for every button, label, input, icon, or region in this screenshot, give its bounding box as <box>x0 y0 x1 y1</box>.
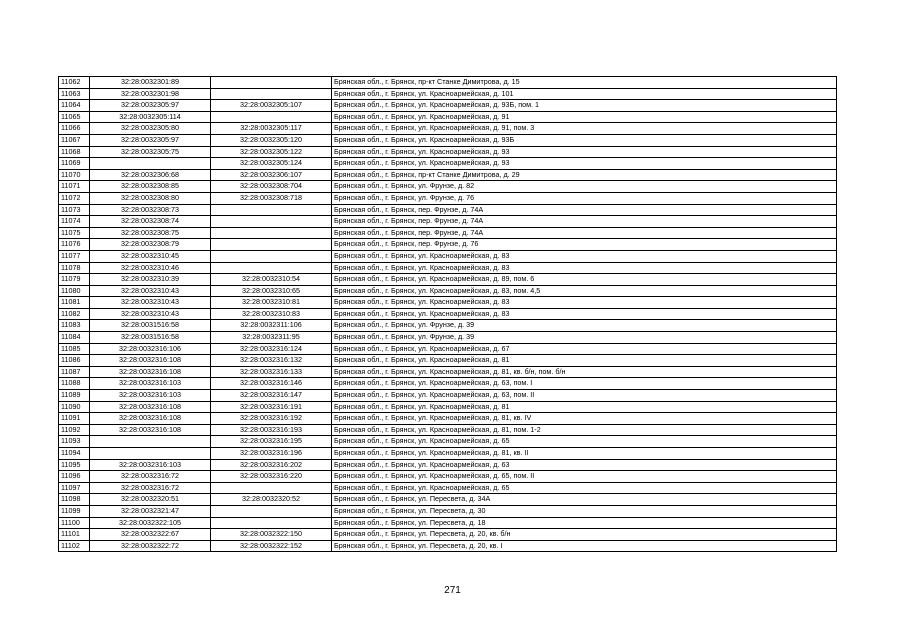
row-number-cell: 11065 <box>59 111 90 123</box>
table-row <box>59 482 837 494</box>
table-row <box>59 169 837 181</box>
address-cell: Брянская обл., г. Брянск, ул. Красноармейская, д. 81 <box>332 355 837 367</box>
table-row <box>59 146 837 158</box>
land-cadastral-number-cell: 32:28:0032310:46 <box>90 262 211 274</box>
object-cadastral-number-cell: 32:28:0032305:122 <box>211 146 332 158</box>
object-cadastral-number-cell: 32:28:0032316:132 <box>211 355 332 367</box>
address-cell: Брянская обл., г. Брянск, ул. Красноармейская, д. 65 <box>332 482 837 494</box>
object-cadastral-number-cell: 32:28:0032306:107 <box>211 169 332 181</box>
address-cell: Брянская обл., г. Брянск, ул. Красноармейская, д. 63 <box>332 459 837 471</box>
table-row <box>59 413 837 425</box>
address-cell: Брянская обл., г. Брянск, ул. Красноармейская, д. 63, пом. I <box>332 378 837 390</box>
table-row <box>59 134 837 146</box>
address-cell: Брянская обл., г. Брянск, пер. Фрунзе, д. 74А <box>332 227 837 239</box>
row-number-cell: 11083 <box>59 320 90 332</box>
object-cadastral-number-cell: 32:28:0032316:196 <box>211 448 332 460</box>
land-cadastral-number-cell: 32:28:0032308:75 <box>90 227 211 239</box>
land-cadastral-number-cell <box>90 158 211 170</box>
row-number-cell: 11100 <box>59 517 90 529</box>
row-number-cell: 11074 <box>59 216 90 228</box>
row-number-cell: 11097 <box>59 482 90 494</box>
land-cadastral-number-cell: 32:28:0032322:72 <box>90 540 211 552</box>
table-row <box>59 540 837 552</box>
object-cadastral-number-cell: 32:28:0032316:192 <box>211 413 332 425</box>
row-number-cell: 11095 <box>59 459 90 471</box>
land-cadastral-number-cell: 32:28:0032316:108 <box>90 401 211 413</box>
object-cadastral-number-cell: 32:28:0032320:52 <box>211 494 332 506</box>
land-cadastral-number-cell: 32:28:0032316:108 <box>90 424 211 436</box>
row-number-cell: 11093 <box>59 436 90 448</box>
land-cadastral-number-cell: 32:28:0032316:108 <box>90 366 211 378</box>
object-cadastral-number-cell <box>211 262 332 274</box>
table-row <box>59 274 837 286</box>
address-cell: Брянская обл., г. Брянск, ул. Красноармейская, д. 81, кв. II <box>332 448 837 460</box>
table-row <box>59 100 837 112</box>
table-row <box>59 366 837 378</box>
land-cadastral-number-cell: 32:28:0032308:73 <box>90 204 211 216</box>
land-cadastral-number-cell: 32:28:0032305:75 <box>90 146 211 158</box>
land-cadastral-number-cell: 32:28:0032316:103 <box>90 459 211 471</box>
table-row <box>59 448 837 460</box>
row-number-cell: 11101 <box>59 529 90 541</box>
land-cadastral-number-cell: 32:28:0032316:72 <box>90 482 211 494</box>
land-cadastral-number-cell: 32:28:0032301:89 <box>90 77 211 89</box>
object-cadastral-number-cell: 32:28:0032316:202 <box>211 459 332 471</box>
object-cadastral-number-cell <box>211 239 332 251</box>
table-row <box>59 471 837 483</box>
land-cadastral-number-cell: 32:28:0032310:39 <box>90 274 211 286</box>
table-row <box>59 424 837 436</box>
object-cadastral-number-cell <box>211 482 332 494</box>
table-row <box>59 216 837 228</box>
object-cadastral-number-cell <box>211 250 332 262</box>
land-cadastral-number-cell: 32:28:0031516:58 <box>90 332 211 344</box>
address-cell: Брянская обл., г. Брянск, пер. Фрунзе, д. 74А <box>332 216 837 228</box>
object-cadastral-number-cell <box>211 204 332 216</box>
object-cadastral-number-cell: 32:28:0032310:81 <box>211 297 332 309</box>
address-cell: Брянская обл., г. Брянск, ул. Красноармейская, д. 81, кв. б/н, пом. б/н <box>332 366 837 378</box>
address-cell: Брянская обл., г. Брянск, ул. Фрунзе, д. 39 <box>332 332 837 344</box>
row-number-cell: 11089 <box>59 390 90 402</box>
row-number-cell: 11092 <box>59 424 90 436</box>
object-cadastral-number-cell: 32:28:0032310:65 <box>211 285 332 297</box>
address-cell: Брянская обл., г. Брянск, ул. Фрунзе, д. 39 <box>332 320 837 332</box>
address-cell: Брянская обл., г. Брянск, ул. Красноармейская, д. 83 <box>332 308 837 320</box>
table-row <box>59 529 837 541</box>
table-row <box>59 459 837 471</box>
object-cadastral-number-cell: 32:28:0032316:124 <box>211 343 332 355</box>
table-row <box>59 158 837 170</box>
table-row <box>59 505 837 517</box>
address-cell: Брянская обл., г. Брянск, ул. Красноармейская, д. 83 <box>332 250 837 262</box>
registry-table-body <box>59 77 837 552</box>
row-number-cell: 11068 <box>59 146 90 158</box>
object-cadastral-number-cell: 32:28:0032316:146 <box>211 378 332 390</box>
land-cadastral-number-cell: 32:28:0032316:108 <box>90 413 211 425</box>
address-cell: Брянская обл., г. Брянск, пр-кт Станке Димитрова, д. 15 <box>332 77 837 89</box>
address-cell: Брянская обл., г. Брянск, ул. Красноармейская, д. 93Б, пом. 1 <box>332 100 837 112</box>
object-cadastral-number-cell: 32:28:0032308:718 <box>211 192 332 204</box>
address-cell: Брянская обл., г. Брянск, ул. Красноармейская, д. 83, пом. 4,5 <box>332 285 837 297</box>
address-cell: Брянская обл., г. Брянск, пр-кт Станке Димитрова, д. 29 <box>332 169 837 181</box>
object-cadastral-number-cell: 32:28:0032305:124 <box>211 158 332 170</box>
table-row <box>59 517 837 529</box>
row-number-cell: 11098 <box>59 494 90 506</box>
row-number-cell: 11075 <box>59 227 90 239</box>
address-cell: Брянская обл., г. Брянск, ул. Красноармейская, д. 91 <box>332 111 837 123</box>
address-cell: Брянская обл., г. Брянск, ул. Красноармейская, д. 67 <box>332 343 837 355</box>
land-cadastral-number-cell: 32:28:0032316:103 <box>90 378 211 390</box>
object-cadastral-number-cell: 32:28:0032311:106 <box>211 320 332 332</box>
row-number-cell: 11085 <box>59 343 90 355</box>
table-row <box>59 343 837 355</box>
table-row <box>59 250 837 262</box>
land-cadastral-number-cell: 32:28:0032306:68 <box>90 169 211 181</box>
table-row <box>59 355 837 367</box>
object-cadastral-number-cell: 32:28:0032316:191 <box>211 401 332 413</box>
address-cell: Брянская обл., г. Брянск, ул. Красноармейская, д. 83 <box>332 297 837 309</box>
row-number-cell: 11099 <box>59 505 90 517</box>
object-cadastral-number-cell <box>211 216 332 228</box>
object-cadastral-number-cell <box>211 517 332 529</box>
table-row <box>59 436 837 448</box>
land-cadastral-number-cell: 32:28:0032316:106 <box>90 343 211 355</box>
address-cell: Брянская обл., г. Брянск, ул. Красноармейская, д. 65 <box>332 436 837 448</box>
address-cell: Брянская обл., г. Брянск, ул. Фрунзе, д. 76 <box>332 192 837 204</box>
table-row <box>59 401 837 413</box>
address-cell: Брянская обл., г. Брянск, ул. Пересвета, д. 20, кв. I <box>332 540 837 552</box>
table-row <box>59 494 837 506</box>
row-number-cell: 11064 <box>59 100 90 112</box>
address-cell: Брянская обл., г. Брянск, ул. Красноармейская, д. 91, пом. 3 <box>332 123 837 135</box>
row-number-cell: 11091 <box>59 413 90 425</box>
row-number-cell: 11087 <box>59 366 90 378</box>
row-number-cell: 11102 <box>59 540 90 552</box>
object-cadastral-number-cell: 32:28:0032316:147 <box>211 390 332 402</box>
row-number-cell: 11082 <box>59 308 90 320</box>
address-cell: Брянская обл., г. Брянск, ул. Красноармейская, д. 65, пом. II <box>332 471 837 483</box>
land-cadastral-number-cell <box>90 436 211 448</box>
address-cell: Брянская обл., г. Брянск, ул. Фрунзе, д. 82 <box>332 181 837 193</box>
object-cadastral-number-cell: 32:28:0032316:195 <box>211 436 332 448</box>
object-cadastral-number-cell: 32:28:0032310:54 <box>211 274 332 286</box>
object-cadastral-number-cell <box>211 505 332 517</box>
table-row <box>59 123 837 135</box>
address-cell: Брянская обл., г. Брянск, пер. Фрунзе, д. 76 <box>332 239 837 251</box>
table-row <box>59 111 837 123</box>
object-cadastral-number-cell <box>211 111 332 123</box>
land-cadastral-number-cell: 32:28:0032310:45 <box>90 250 211 262</box>
row-number-cell: 11076 <box>59 239 90 251</box>
table-row <box>59 332 837 344</box>
object-cadastral-number-cell: 32:28:0032305:107 <box>211 100 332 112</box>
row-number-cell: 11063 <box>59 88 90 100</box>
address-cell: Брянская обл., г. Брянск, ул. Красноармейская, д. 93 <box>332 146 837 158</box>
address-cell: Брянская обл., г. Брянск, ул. Красноармейская, д. 63, пом. II <box>332 390 837 402</box>
table-row <box>59 88 837 100</box>
row-number-cell: 11077 <box>59 250 90 262</box>
row-number-cell: 11088 <box>59 378 90 390</box>
table-row <box>59 390 837 402</box>
row-number-cell: 11094 <box>59 448 90 460</box>
land-cadastral-number-cell: 32:28:0032308:85 <box>90 181 211 193</box>
row-number-cell: 11080 <box>59 285 90 297</box>
page-number: 271 <box>444 585 461 596</box>
land-cadastral-number-cell: 32:28:0032308:80 <box>90 192 211 204</box>
object-cadastral-number-cell: 32:28:0032305:120 <box>211 134 332 146</box>
object-cadastral-number-cell: 32:28:0032311:95 <box>211 332 332 344</box>
land-cadastral-number-cell <box>90 448 211 460</box>
address-cell: Брянская обл., г. Брянск, ул. Красноармейская, д. 81 <box>332 401 837 413</box>
object-cadastral-number-cell: 32:28:0032322:150 <box>211 529 332 541</box>
land-cadastral-number-cell: 32:28:0032316:72 <box>90 471 211 483</box>
address-cell: Брянская обл., г. Брянск, ул. Пересвета, д. 18 <box>332 517 837 529</box>
row-number-cell: 11078 <box>59 262 90 274</box>
address-cell: Брянская обл., г. Брянск, ул. Красноармейская, д. 83 <box>332 262 837 274</box>
object-cadastral-number-cell <box>211 227 332 239</box>
address-cell: Брянская обл., г. Брянск, ул. Красноармейская, д. 81, пом. 1-2 <box>332 424 837 436</box>
object-cadastral-number-cell: 32:28:0032316:193 <box>211 424 332 436</box>
object-cadastral-number-cell: 32:28:0032308:704 <box>211 181 332 193</box>
table-row <box>59 239 837 251</box>
table-row <box>59 297 837 309</box>
land-cadastral-number-cell: 32:28:0032310:43 <box>90 297 211 309</box>
land-cadastral-number-cell: 32:28:0032322:67 <box>90 529 211 541</box>
row-number-cell: 11084 <box>59 332 90 344</box>
row-number-cell: 11072 <box>59 192 90 204</box>
land-cadastral-number-cell: 32:28:0032305:80 <box>90 123 211 135</box>
row-number-cell: 11069 <box>59 158 90 170</box>
land-cadastral-number-cell: 32:28:0032305:114 <box>90 111 211 123</box>
address-cell: Брянская обл., г. Брянск, ул. Красноармейская, д. 81, кв. IV <box>332 413 837 425</box>
land-cadastral-number-cell: 32:28:0032321:47 <box>90 505 211 517</box>
land-cadastral-number-cell: 32:28:0032301:98 <box>90 88 211 100</box>
table-row <box>59 320 837 332</box>
registry-table <box>58 76 837 552</box>
object-cadastral-number-cell: 32:28:0032305:117 <box>211 123 332 135</box>
table-row <box>59 77 837 89</box>
table-row <box>59 192 837 204</box>
address-cell: Брянская обл., г. Брянск, ул. Красноармейская, д. 89, пом. 6 <box>332 274 837 286</box>
object-cadastral-number-cell: 32:28:0032322:152 <box>211 540 332 552</box>
table-row <box>59 181 837 193</box>
object-cadastral-number-cell: 32:28:0032316:133 <box>211 366 332 378</box>
object-cadastral-number-cell: 32:28:0032316:220 <box>211 471 332 483</box>
row-number-cell: 11090 <box>59 401 90 413</box>
land-cadastral-number-cell: 32:28:0032308:74 <box>90 216 211 228</box>
land-cadastral-number-cell: 32:28:0032308:79 <box>90 239 211 251</box>
row-number-cell: 11079 <box>59 274 90 286</box>
row-number-cell: 11071 <box>59 181 90 193</box>
object-cadastral-number-cell <box>211 77 332 89</box>
land-cadastral-number-cell: 32:28:0032316:103 <box>90 390 211 402</box>
object-cadastral-number-cell: 32:28:0032310:83 <box>211 308 332 320</box>
table-row <box>59 262 837 274</box>
address-cell: Брянская обл., г. Брянск, пер. Фрунзе, д. 74А <box>332 204 837 216</box>
address-cell: Брянская обл., г. Брянск, ул. Красноармейская, д. 93 <box>332 158 837 170</box>
table-row <box>59 308 837 320</box>
land-cadastral-number-cell: 32:28:0032305:97 <box>90 100 211 112</box>
address-cell: Брянская обл., г. Брянск, ул. Пересвета, д. 20, кв. б/н <box>332 529 837 541</box>
object-cadastral-number-cell <box>211 88 332 100</box>
land-cadastral-number-cell: 32:28:0032310:43 <box>90 308 211 320</box>
table-row <box>59 285 837 297</box>
address-cell: Брянская обл., г. Брянск, ул. Красноармейская, д. 93Б <box>332 134 837 146</box>
address-cell: Брянская обл., г. Брянск, ул. Пересвета, д. 30 <box>332 505 837 517</box>
row-number-cell: 11070 <box>59 169 90 181</box>
land-cadastral-number-cell: 32:28:0032320:51 <box>90 494 211 506</box>
land-cadastral-number-cell: 32:28:0032310:43 <box>90 285 211 297</box>
row-number-cell: 11066 <box>59 123 90 135</box>
row-number-cell: 11067 <box>59 134 90 146</box>
row-number-cell: 11096 <box>59 471 90 483</box>
land-cadastral-number-cell: 32:28:0032305:97 <box>90 134 211 146</box>
table-row <box>59 227 837 239</box>
land-cadastral-number-cell: 32:28:0032316:108 <box>90 355 211 367</box>
table-row <box>59 204 837 216</box>
land-cadastral-number-cell: 32:28:0032322:105 <box>90 517 211 529</box>
row-number-cell: 11081 <box>59 297 90 309</box>
land-cadastral-number-cell: 32:28:0031516:58 <box>90 320 211 332</box>
table-row <box>59 378 837 390</box>
address-cell: Брянская обл., г. Брянск, ул. Пересвета, д. 34А <box>332 494 837 506</box>
row-number-cell: 11073 <box>59 204 90 216</box>
row-number-cell: 11062 <box>59 77 90 89</box>
row-number-cell: 11086 <box>59 355 90 367</box>
address-cell: Брянская обл., г. Брянск, ул. Красноармейская, д. 101 <box>332 88 837 100</box>
